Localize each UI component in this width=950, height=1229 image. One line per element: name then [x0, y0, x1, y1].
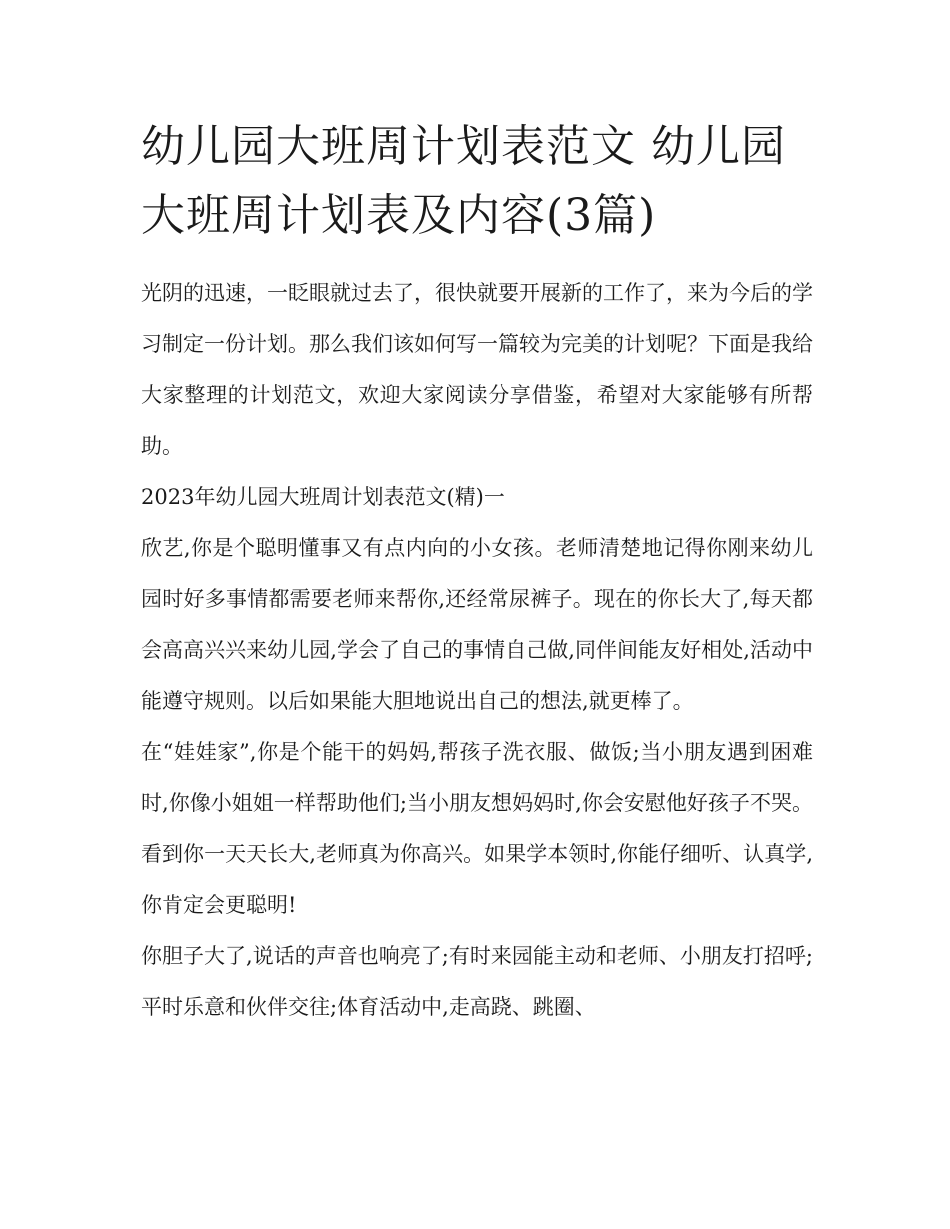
body-paragraph: 你胆子大了,说话的声音也响亮了;有时来园能主动和老师、小朋友打招呼;平时乐意和伙伴交往;体育活动中,走高跷、跳圈、: [141, 944, 813, 1019]
document-page: [141, 112, 813, 1033]
section-heading: 2023年幼儿园大班周计划表范文(精)一: [141, 485, 505, 509]
document-title: 幼儿园大班周计划表范文 幼儿园大班周计划表及内容(3篇): [141, 121, 786, 241]
body-paragraph: 欣艺,你是个聪明懂事又有点内向的小女孩。老师清楚地记得你刚来幼儿园时好多事情都需要老师来帮你,还经常尿裤子。现在的你长大了,每天都会高高兴兴来幼儿园,学会了自己的事情自己做,同伴间能友好相处,活动中能遵守规则。以后如果能大胆地说出自己的想法,就更棒了。: [141, 536, 813, 713]
body-paragraph: 在“娃娃家”,你是个能干的妈妈,帮孩子洗衣服、做饭;当小朋友遇到困难时,你像小姐姐一样帮助他们;当小朋友想妈妈时,你会安慰他好孩子不哭。看到你一天天长大,老师真为你高兴。如果学本领时,你能仔细听、认真学,你肯定会更聪明!: [141, 740, 813, 917]
intro-paragraph: 光阴的迅速，一眨眼就过去了，很快就要开展新的工作了，来为今后的学习制定一份计划。那么我们该如何写一篇较为完美的计划呢？下面是我给大家整理的计划范文，欢迎大家阅读分享借鉴，希望对大家能够有所帮助。: [141, 281, 813, 458]
